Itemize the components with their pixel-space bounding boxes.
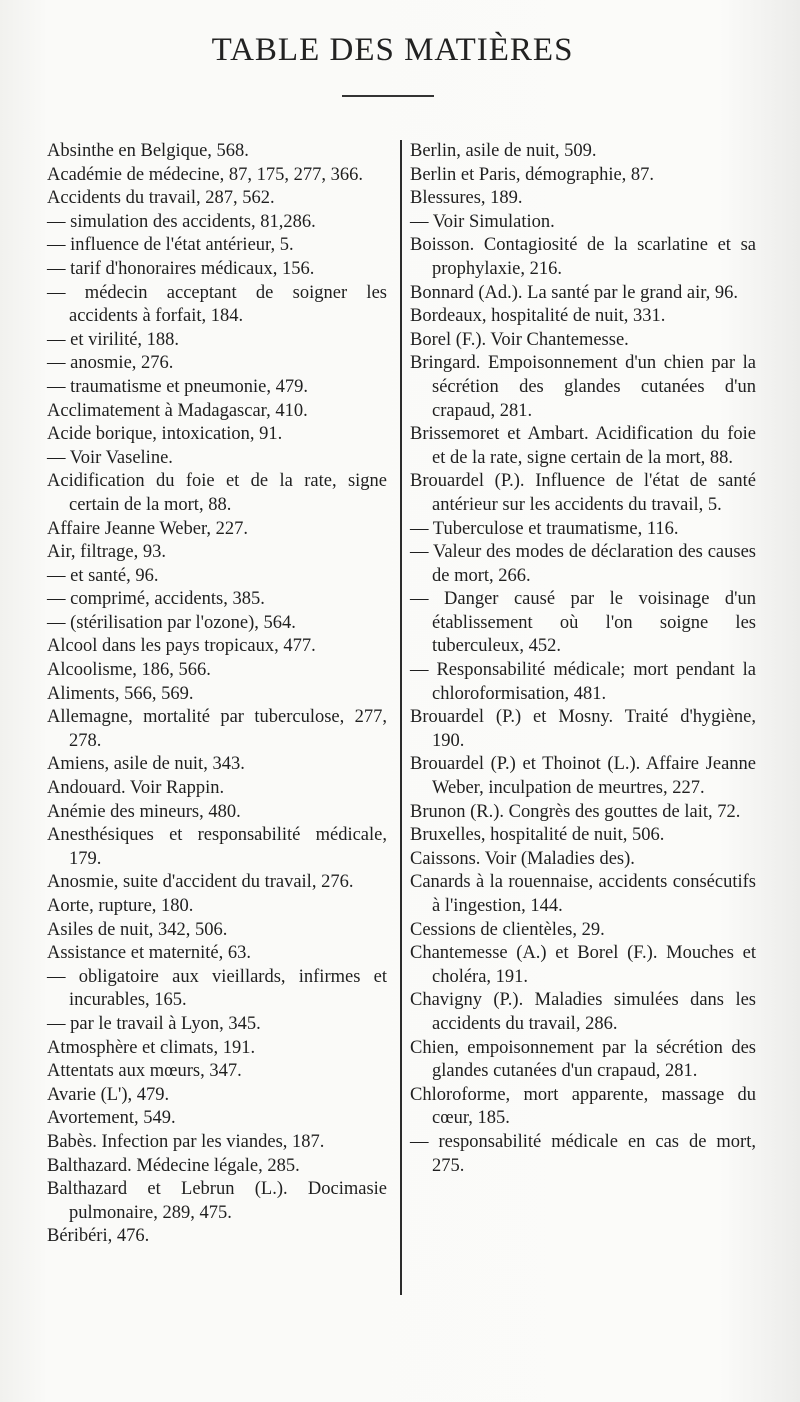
index-entry: Asiles de nuit, 342, 506. [47,919,228,940]
index-entry: Absinthe en Belgique, 568. [47,141,249,161]
index-entry: Babès. Infection par les viandes, 187. [47,1131,325,1152]
index-entry: Acidification du foie et de la rate, signe certain de la mort, 88. [47,471,387,515]
index-entry: Balthazard et Lebrun (L.). Docimasie pulmonaire, 289, 475. [47,1179,387,1223]
index-entry: Bonnard (Ad.). La santé par le grand air, 96. [410,282,739,303]
index-entry: Brouardel (P.). Influence de l'état de santé antérieur sur les accidents du travail, 5. [410,471,756,515]
index-entry: Acide borique, intoxication, 91. [47,424,283,445]
index-column-left [47,140,387,1249]
index-entry: Assistance et maternité, 63. [47,943,251,964]
index-entry: Berlin et Paris, démographie, 87. [410,164,655,185]
index-entry: Avarie (L'), 479. [47,1084,170,1105]
index-entry: Allemagne, mortalité par tuberculose, 277, 278. [47,707,387,751]
index-entry: — Voir Vaseline. [47,447,173,468]
index-entry: Chantemesse (A.) et Borel (F.). Mouches et choléra, 191. [410,943,756,987]
index-entry: Chien, empoisonnement par la sécrétion des glandes cutanées d'un crapaud, 281. [410,1037,756,1082]
index-entry: Cessions de clientèles, 29. [410,919,605,940]
index-entry: — médecin acceptant de soigner les accidents à forfait, 184. [47,282,387,327]
index-entry: Anémie des mineurs, 480. [47,801,241,822]
index-entry: Brunon (R.). Congrès des gouttes de lait, 72. [410,801,741,822]
index-entry: Boisson. Contagiosité de la scarlatine et sa prophylaxie, 216. [410,235,756,279]
index-entry: — comprimé, accidents, 385. [47,589,265,610]
index-entry: Atmosphère et climats, 191. [47,1037,256,1058]
index-entry: — simulation des accidents, 81,286. [47,211,316,232]
index-entry: Brouardel (P.) et Thoinot (L.). Affaire Jeanne Weber, inculpation de meurtres, 227. [410,754,756,799]
title-rule [342,95,434,97]
index-entry: Brissemoret et Ambart. Acidification du foie et de la rate, signe certain de la mort, 88. [410,424,756,468]
index-entry: — responsabilité médicale en cas de mort, 275. [410,1131,756,1176]
index-entry: Blessures, 189. [410,188,523,209]
index-entry: Anesthésiques et responsabilité médicale, 179. [47,825,387,869]
index-entry: — et santé, 96. [47,565,159,586]
index-entry: Bordeaux, hospitalité de nuit, 331. [410,306,666,327]
index-entry: Anosmie, suite d'accident du travail, 276. [47,872,354,893]
index-entry: — influence de l'état antérieur, 5. [47,235,294,256]
index-entry: Aorte, rupture, 180. [47,896,194,916]
index-entry: — tarif d'honoraires médicaux, 156. [47,258,315,279]
index-entry: Balthazard. Médecine légale, 285. [47,1155,300,1176]
column-divider [400,140,402,1295]
index-entry: — Responsabilité médicale; mort pendant la chloroformisation, 481. [410,660,756,704]
page-title: TABLE DES MATIÈRES [211,32,574,68]
index-entry: — (stérilisation par l'ozone), 564. [47,612,296,633]
index-entry: Bruxelles, hospitalité de nuit, 506. [410,825,665,846]
index-entry: Aliments, 566, 569. [47,683,194,704]
index-entry: Chavigny (P.). Maladies simulées dans les accidents du travail, 286. [410,990,756,1034]
index-entry: — par le travail à Lyon, 345. [47,1013,261,1034]
index-entry: Acclimatement à Madagascar, 410. [47,400,308,421]
index-entry: Bringard. Empoisonnement d'un chien par la sécrétion des glandes cutanées d'un crapaud, 281. [410,353,756,421]
index-column-right [410,140,756,1178]
index-entry: Attentats aux mœurs, 347. [47,1061,242,1082]
index-entry: Béribéri, 476. [47,1226,150,1247]
index-entry: Alcool dans les pays tropicaux, 477. [47,636,316,657]
index-entry: Avortement, 549. [47,1108,176,1129]
index-entry: Borel (F.). Voir Chantemesse. [410,329,629,350]
index-entry: Caissons. Voir (Maladies des). [410,848,635,869]
index-entry: Affaire Jeanne Weber, 227. [47,518,249,539]
index-entry: Amiens, asile de nuit, 343. [47,754,245,775]
index-entry: — Voir Simulation. [410,211,555,232]
index-entry: — Danger causé par le voisinage d'un établissement où l'on soigne les tuberculeux, 452. [410,589,756,657]
index-entry: Canards à la rouennaise, accidents consécutifs à l'ingestion, 144. [410,872,756,916]
index-entry: — obligatoire aux vieillards, infirmes et incurables, 165. [47,966,387,1011]
index-entry: Académie de médecine, 87, 175, 277, 366. [47,164,363,185]
index-entry: Alcoolisme, 186, 566. [47,660,211,681]
index-entry: Brouardel (P.) et Mosny. Traité d'hygiène, 190. [410,707,756,751]
index-entry: Andouard. Voir Rappin. [47,778,225,799]
index-entry: — traumatisme et pneumonie, 479. [47,376,308,397]
index-entry: Chloroforme, mort apparente, massage du cœur, 185. [410,1084,756,1129]
index-entry: Accidents du travail, 287, 562. [47,188,275,209]
index-entry: — anosmie, 276. [47,353,174,374]
index-entry: Berlin, asile de nuit, 509. [410,141,597,161]
index-entry: — Valeur des modes de déclaration des causes de mort, 266. [410,542,756,586]
index-entry: — Tuberculose et traumatisme, 116. [410,518,679,539]
index-entry: Air, filtrage, 93. [47,542,166,563]
index-entry: — et virilité, 188. [47,329,180,350]
